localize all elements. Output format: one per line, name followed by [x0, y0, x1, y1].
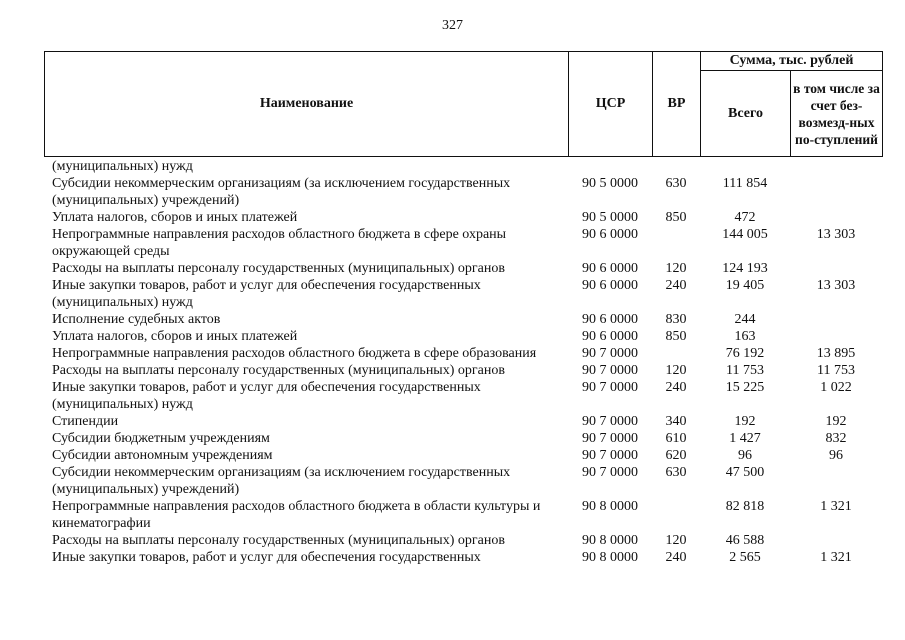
cell-csr: 90 8 0000	[582, 533, 638, 548]
cell-grant	[790, 532, 882, 549]
cell-csr: 90 6 0000	[582, 227, 638, 242]
cell-vr: 610	[665, 431, 687, 446]
table-row	[44, 260, 882, 277]
cell-total: 2 565	[729, 550, 761, 565]
cell-name: Расходы на выплаты персоналу государственных (муниципальных) органов	[52, 533, 505, 548]
cell-vr	[652, 226, 700, 260]
page-number: 327	[442, 18, 463, 33]
cell-vr: 120	[665, 533, 687, 548]
table-row	[44, 328, 882, 345]
table-row	[44, 447, 882, 464]
cell-total: 15 225	[725, 380, 765, 395]
header-total: Всего	[701, 71, 791, 157]
cell-csr: 90 6 0000	[582, 261, 638, 276]
cell-vr: 120	[665, 261, 687, 276]
cell-csr: 90 8 0000	[582, 499, 638, 514]
table-row	[44, 209, 882, 226]
cell-total: 96	[738, 448, 752, 463]
cell-total: 472	[734, 210, 756, 225]
cell-vr: 240	[665, 278, 687, 293]
cell-csr: 90 7 0000	[582, 414, 638, 429]
header-csr: ЦСР	[569, 52, 653, 157]
cell-name: Уплата налогов, сборов и иных платежей	[52, 329, 298, 344]
cell-total: 163	[734, 329, 756, 344]
cell-vr	[652, 158, 700, 175]
header-grant: в том числе за счет без-возмезд-ных по-ступлений	[791, 71, 883, 157]
cell-name: Уплата налогов, сборов и иных платежей	[52, 210, 298, 225]
cell-name: Субсидии некоммерческим организациям (за исключением государственных (муниципальных) учреждений)	[52, 465, 511, 497]
cell-total: 76 192	[725, 346, 765, 361]
cell-name: Исполнение судебных актов	[52, 312, 221, 327]
cell-name: Иные закупки товаров, работ и услуг для обеспечения государственных	[52, 550, 481, 565]
cell-name: Субсидии автономным учреждениям	[52, 448, 273, 463]
cell-total: 46 588	[725, 533, 765, 548]
cell-grant	[790, 158, 882, 175]
cell-vr: 240	[665, 550, 687, 565]
header-sum: Сумма, тыс. рублей	[701, 52, 883, 71]
table-row	[44, 226, 882, 260]
cell-vr: 850	[665, 329, 687, 344]
table-row	[44, 549, 882, 566]
cell-csr: 90 7 0000	[582, 346, 638, 361]
cell-grant: 1 022	[820, 380, 852, 395]
cell-total: 1 427	[729, 431, 761, 446]
cell-grant: 11 753	[817, 363, 855, 378]
table-row	[44, 464, 882, 498]
cell-grant: 13 303	[816, 227, 856, 242]
table-row	[44, 532, 882, 549]
cell-grant	[790, 175, 882, 209]
table-header	[44, 51, 883, 157]
table-row	[44, 277, 882, 311]
header-name: Наименование	[45, 52, 569, 157]
cell-csr: 90 5 0000	[582, 176, 638, 191]
table-row	[44, 158, 882, 175]
cell-total: 124 193	[722, 261, 768, 276]
cell-vr: 830	[665, 312, 687, 327]
cell-grant	[790, 260, 882, 277]
cell-vr	[652, 498, 700, 532]
cell-total: 19 405	[725, 278, 765, 293]
cell-csr	[568, 158, 652, 175]
cell-name: Иные закупки товаров, работ и услуг для обеспечения государственных (муниципальных) нужд	[52, 278, 481, 310]
cell-vr: 620	[665, 448, 687, 463]
cell-grant	[790, 311, 882, 328]
cell-name: Расходы на выплаты персоналу государственных (муниципальных) органов	[52, 261, 505, 276]
cell-name: (муниципальных) нужд	[52, 159, 193, 174]
cell-csr: 90 6 0000	[582, 312, 638, 327]
cell-name: Иные закупки товаров, работ и услуг для обеспечения государственных (муниципальных) нужд	[52, 380, 481, 412]
cell-grant: 832	[825, 431, 847, 446]
cell-name: Непрограммные направления расходов областного бюджета в сфере образования	[52, 346, 537, 361]
table-row	[44, 345, 882, 362]
cell-grant: 96	[829, 448, 843, 463]
cell-vr: 630	[665, 176, 687, 191]
table-row	[44, 362, 882, 379]
cell-csr: 90 5 0000	[582, 210, 638, 225]
table-row	[44, 430, 882, 447]
table-row	[44, 379, 882, 413]
budget-table	[44, 158, 882, 566]
cell-name: Стипендии	[52, 414, 119, 429]
cell-total: 144 005	[722, 227, 768, 242]
cell-csr: 90 6 0000	[582, 278, 638, 293]
cell-vr	[652, 345, 700, 362]
cell-vr: 850	[665, 210, 687, 225]
cell-csr: 90 7 0000	[582, 363, 638, 378]
cell-grant	[790, 328, 882, 345]
cell-name: Субсидии бюджетным учреждениям	[52, 431, 270, 446]
header-vr: ВР	[653, 52, 701, 157]
cell-total: 192	[734, 414, 756, 429]
cell-vr: 120	[665, 363, 687, 378]
cell-grant: 1 321	[820, 550, 852, 565]
cell-csr: 90 7 0000	[582, 465, 638, 480]
cell-grant	[790, 464, 882, 498]
cell-vr: 340	[665, 414, 687, 429]
table-row	[44, 311, 882, 328]
cell-csr: 90 6 0000	[582, 329, 638, 344]
cell-vr: 240	[665, 380, 687, 395]
cell-csr: 90 7 0000	[582, 448, 638, 463]
table-row	[44, 175, 882, 209]
cell-vr: 630	[665, 465, 687, 480]
table-row	[44, 413, 882, 430]
cell-total: 82 818	[725, 499, 765, 514]
cell-name: Непрограммные направления расходов областного бюджета в сфере охраны окружающей среды	[52, 227, 507, 259]
cell-csr: 90 7 0000	[582, 380, 638, 395]
table-row	[44, 498, 882, 532]
cell-name: Непрограммные направления расходов областного бюджета в области культуры и кинематографии	[52, 499, 541, 531]
cell-grant	[790, 209, 882, 226]
cell-name: Субсидии некоммерческим организациям (за исключением государственных (муниципальных) учреждений)	[52, 176, 511, 208]
cell-grant: 13 303	[816, 278, 856, 293]
cell-grant: 1 321	[820, 499, 852, 514]
cell-total	[700, 158, 790, 175]
cell-grant: 13 895	[816, 346, 856, 361]
cell-grant: 192	[825, 414, 847, 429]
cell-total: 47 500	[725, 465, 765, 480]
cell-total: 11 753	[726, 363, 764, 378]
cell-name: Расходы на выплаты персоналу государственных (муниципальных) органов	[52, 363, 505, 378]
cell-total: 111 854	[722, 176, 768, 191]
cell-total: 244	[734, 312, 756, 327]
cell-csr: 90 8 0000	[582, 550, 638, 565]
cell-csr: 90 7 0000	[582, 431, 638, 446]
